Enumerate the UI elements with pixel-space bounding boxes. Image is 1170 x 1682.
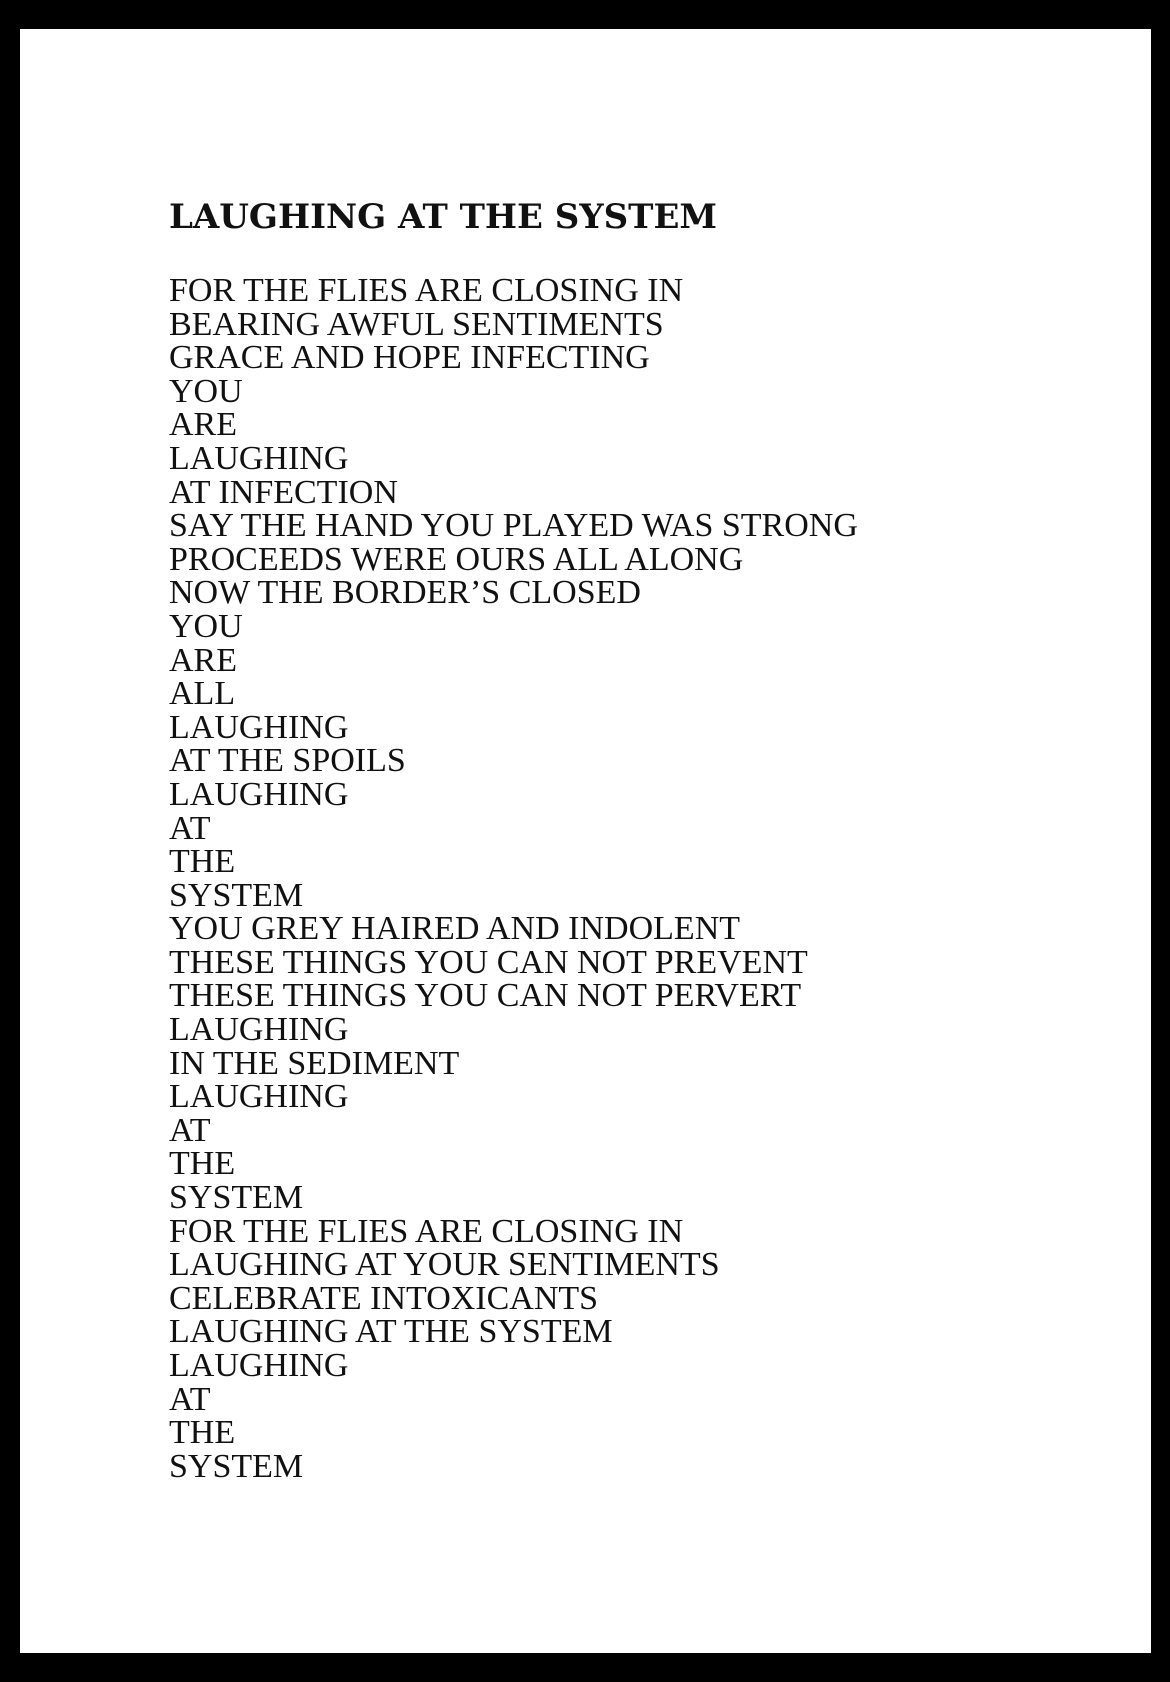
poem-line: LAUGHING AT YOUR SENTIMENTS xyxy=(169,1246,720,1284)
poem-line: AT xyxy=(169,1111,211,1149)
poem-line: SYSTEM xyxy=(169,1179,304,1217)
poem-line: YOU xyxy=(169,372,243,410)
poem-line: AT INFECTION xyxy=(169,473,398,511)
poem-line: LAUGHING xyxy=(169,1347,349,1384)
poem-line: AT xyxy=(169,809,211,847)
poem-line: PROCEEDS WERE OURS ALL ALONG xyxy=(169,540,744,578)
poem-line: THESE THINGS YOU CAN NOT PREVENT xyxy=(169,943,808,981)
poem-line: IN THE SEDIMENT xyxy=(169,1044,460,1082)
poem-line: FOR THE FLIES ARE CLOSING IN xyxy=(169,272,684,309)
poem-line: CELEBRATE INTOXICANTS xyxy=(169,1279,599,1317)
poem-line: SYSTEM xyxy=(169,876,304,914)
poem-line: FOR THE FLIES ARE CLOSING IN xyxy=(169,1212,684,1250)
poem-line: LAUGHING xyxy=(169,1011,349,1049)
poem-line: YOU xyxy=(169,607,243,645)
page-frame xyxy=(20,29,1151,1653)
poem-line: ARE xyxy=(169,406,237,444)
poem-line: ARE xyxy=(169,641,237,679)
poem-line: LAUGHING xyxy=(169,775,349,813)
poem-line: GRACE AND HOPE INFECTING xyxy=(169,339,650,377)
poem-line: LAUGHING xyxy=(169,1078,349,1116)
poem-title: LAUGHING AT THE SYSTEM xyxy=(169,197,718,237)
poem-line: AT THE SPOILS xyxy=(169,742,406,780)
poem-line: NOW THE BORDER’S CLOSED xyxy=(169,574,641,612)
poem-line: SYSTEM xyxy=(169,1447,304,1485)
poem-line: BEARING AWFUL SENTIMENTS xyxy=(169,305,664,343)
poem-line: LAUGHING xyxy=(169,708,349,746)
poem-line: THE xyxy=(169,843,236,881)
poem-line: SAY THE HAND YOU PLAYED WAS STRONG xyxy=(169,507,858,545)
poem-body xyxy=(169,274,858,1483)
poem-line: THE xyxy=(169,1145,236,1183)
poem-line: ALL xyxy=(169,675,236,713)
poem-line: THE xyxy=(169,1414,236,1452)
poem-line: LAUGHING xyxy=(169,439,349,477)
poem-line: LAUGHING AT THE SYSTEM xyxy=(169,1313,613,1351)
poem-line: THESE THINGS YOU CAN NOT PERVERT xyxy=(169,977,802,1015)
poem-line: YOU GREY HAIRED AND INDOLENT xyxy=(169,910,741,948)
poem-line: AT xyxy=(169,1380,211,1418)
